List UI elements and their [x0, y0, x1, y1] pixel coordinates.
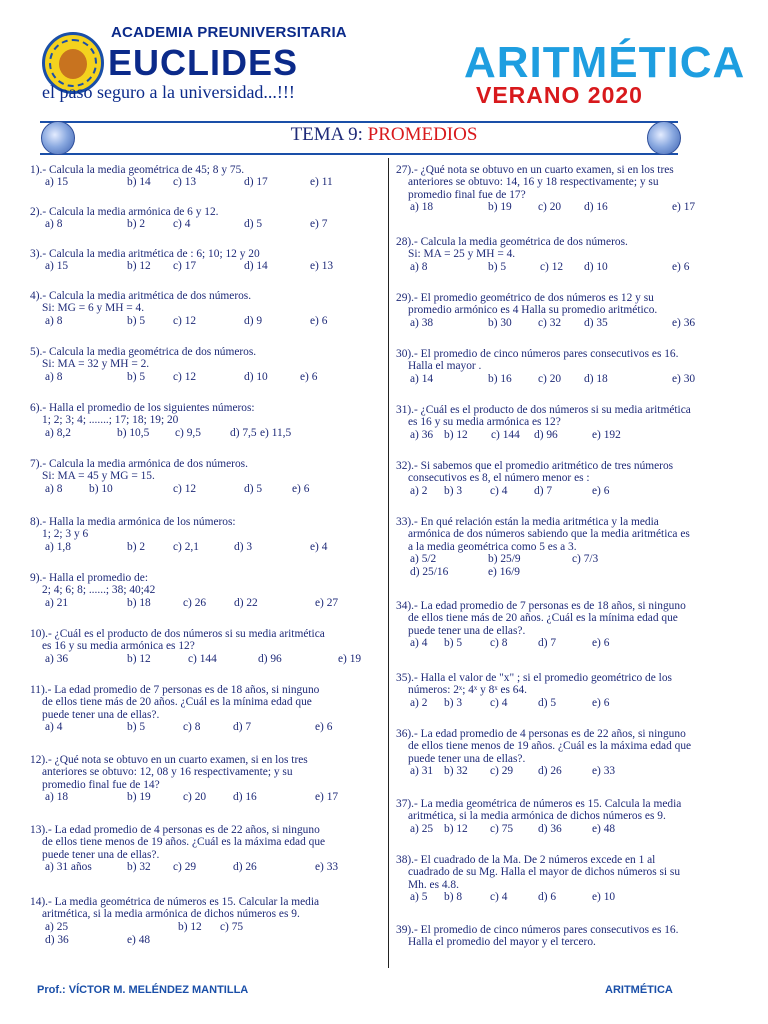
- answer-options: [396, 201, 742, 214]
- problem-text: 14).- La media geométrica de números es 15. Calcular la media: [30, 896, 320, 908]
- problem-text: 2; 4; 6; 8; ......; 38; 40;42: [42, 584, 156, 597]
- answer-option: b) 19: [127, 791, 151, 804]
- answer-option: e) 7: [310, 218, 328, 231]
- answer-option: b) 14: [127, 176, 151, 189]
- problem-text: 36).- La edad promedio de 4 personas es de 22 años, si ninguno: [396, 728, 686, 740]
- subject-title: ARITMÉTICA: [464, 38, 746, 87]
- answer-options: [396, 485, 742, 498]
- answer-option: a) 4: [410, 637, 428, 650]
- problem-text: de ellos tiene más de 20 años. ¿Cuál es la mínima edad que: [42, 696, 312, 709]
- answer-option: c) 144: [188, 652, 217, 665]
- problem-text: de ellos tiene menos de 19 años. ¿Cuál es la máxima edad que: [408, 740, 692, 753]
- answer-options: [30, 934, 380, 947]
- problem-text: puede tener una de ellas?.: [42, 708, 160, 721]
- problem-text: 3).- Calcula la media aritmética de : 6; 10; 12 y 20: [30, 248, 260, 260]
- answer-option: a) 38: [410, 316, 434, 329]
- answer-option: d) 14: [244, 260, 268, 273]
- answer-option: a) 36: [410, 428, 434, 441]
- answer-option: b) 5: [127, 370, 146, 383]
- answer-option: e) 48: [592, 822, 616, 835]
- answer-option: b) 12: [444, 822, 468, 835]
- answer-option: e) 33: [592, 765, 616, 778]
- answer-option: b) 5: [127, 721, 146, 734]
- problem-text: 4).- Calcula la media aritmética de dos números.: [30, 290, 252, 302]
- problem-item: [396, 672, 742, 710]
- problem-item: [30, 206, 380, 231]
- professor-credit: Prof.: VÍCTOR M. MELÉNDEZ MANTILLA: [37, 984, 249, 996]
- problem-text: de ellos tiene menos de 19 años. ¿Cuál es la máxima edad que: [42, 836, 326, 849]
- problem-item: [30, 248, 380, 273]
- answer-option: e) 10: [592, 891, 616, 904]
- answer-options: [396, 637, 742, 650]
- problem-text: 39).- El promedio de cinco números pares consecutivos es 16.: [396, 924, 679, 936]
- problem-text: 1; 2; 3 y 6: [42, 528, 89, 541]
- problem-item: [30, 896, 380, 947]
- answer-option: a) 8: [45, 314, 63, 327]
- answer-option: a) 8: [410, 260, 428, 273]
- problem-item: [30, 684, 380, 734]
- answer-option: c) 8: [490, 637, 508, 650]
- answer-option: c) 4: [490, 891, 508, 904]
- answer-option: c) 20: [538, 372, 562, 385]
- problem-text: 27).- ¿Qué nota se obtuvo en un cuarto examen, si en los tres: [396, 164, 674, 176]
- answer-option: e) 36: [672, 316, 696, 329]
- problem-text: 28).- Calcula la media geométrica de dos números.: [396, 236, 628, 248]
- answer-option: b) 32: [127, 861, 151, 874]
- problem-text: anteriores se obtuvo: 14, 16 y 18 respectivamente; y su: [408, 176, 659, 189]
- problem-text: 29).- El promedio geométrico de dos números es 12 y su: [396, 292, 654, 304]
- answer-option: a) 8: [45, 482, 63, 495]
- answer-option: a) 21: [45, 596, 69, 609]
- answer-option: b) 2: [127, 218, 146, 231]
- answer-option: a) 25: [45, 920, 69, 933]
- answer-options: [396, 553, 742, 566]
- answer-option: e) 30: [672, 372, 696, 385]
- problem-item: [30, 516, 380, 554]
- answer-option: a) 25: [410, 822, 434, 835]
- answer-option: e) 11: [310, 176, 333, 189]
- answer-option: d) 35: [584, 316, 608, 329]
- answer-options: [30, 315, 380, 328]
- problem-item: [396, 728, 742, 778]
- answer-option: b) 5: [488, 260, 507, 273]
- answer-option: e) 19: [338, 652, 362, 665]
- answer-option: c) 9,5: [175, 426, 201, 439]
- answer-option: d) 25/16: [410, 566, 449, 579]
- answer-option: a) 1,8: [45, 540, 71, 553]
- answer-option: a) 5/2: [410, 553, 437, 566]
- answer-option: d) 5: [244, 482, 263, 495]
- problem-text: armónica de dos números sabiendo que la media aritmética es: [408, 528, 690, 541]
- problem-text: 12).- ¿Qué nota se obtuvo en un cuarto examen, si en los tres: [30, 754, 308, 766]
- problem-text: 35).- Halla el valor de "x" ; si el promedio geométrico de los: [396, 672, 672, 684]
- answer-options: [396, 765, 742, 778]
- answer-option: a) 18: [410, 201, 434, 214]
- answer-option: b) 3: [444, 696, 463, 709]
- answer-option: c) 29: [173, 861, 197, 874]
- problem-text: Halla el mayor .: [408, 360, 482, 373]
- answer-option: d) 7: [233, 721, 252, 734]
- answer-option: c) 20: [183, 791, 207, 804]
- answer-option: a) 15: [45, 260, 69, 273]
- problem-item: [30, 290, 380, 328]
- problem-item: [30, 402, 380, 440]
- answer-option: d) 26: [538, 765, 562, 778]
- problem-text: promedio final fue de 14?: [42, 778, 160, 791]
- answer-option: e) 6: [310, 314, 328, 327]
- answer-options: [30, 653, 380, 666]
- answer-option: c) 20: [538, 201, 562, 214]
- answer-option: a) 5: [410, 891, 428, 904]
- problem-text: promedio armónico es 4 Halla su promedio aritmético.: [408, 304, 658, 317]
- answer-option: b) 10: [89, 482, 113, 495]
- problem-item: [396, 404, 742, 442]
- answer-options: [30, 176, 380, 189]
- answer-option: b) 25/9: [488, 553, 521, 566]
- problem-text: Si: MA = 25 y MH = 4.: [408, 248, 516, 261]
- problem-text: 33).- En qué relación están la media aritmética y la media: [396, 516, 659, 528]
- answer-options: [396, 566, 742, 579]
- answer-option: c) 7/3: [572, 553, 599, 566]
- problem-text: puede tener una de ellas?.: [408, 624, 526, 637]
- problem-item: [396, 236, 742, 274]
- problem-item: [30, 458, 380, 496]
- answer-option: d) 7: [534, 484, 553, 497]
- problem-item: [30, 628, 380, 666]
- problem-text: Si: MA = 45 y MG = 15.: [42, 470, 155, 483]
- problem-text: Si: MG = 6 y MH = 4.: [42, 302, 145, 315]
- answer-option: e) 16/9: [488, 566, 520, 579]
- problem-text: 30).- El promedio de cinco números pares consecutivos es 16.: [396, 348, 679, 360]
- answer-option: a) 14: [410, 372, 434, 385]
- answer-option: a) 31: [410, 765, 434, 778]
- answer-option: d) 9: [244, 314, 263, 327]
- answer-options: [396, 823, 742, 836]
- answer-options: [396, 697, 742, 710]
- answer-option: a) 8: [45, 218, 63, 231]
- problem-item: [396, 600, 742, 650]
- answer-options: [30, 597, 380, 610]
- problem-text: 37).- La media geométrica de números es 15. Calcula la media: [396, 798, 682, 810]
- problem-text: 11).- La edad promedio de 7 personas es de 18 años, si ninguno: [30, 684, 320, 696]
- answer-option: a) 2: [410, 696, 428, 709]
- problem-item: [396, 798, 742, 836]
- answer-option: d) 36: [45, 933, 69, 946]
- answer-options: [30, 861, 380, 874]
- answer-option: d) 16: [584, 201, 608, 214]
- answer-option: e) 6: [300, 370, 318, 383]
- problem-text: 2).- Calcula la media armónica de 6 y 12.: [30, 206, 219, 218]
- problem-text: 8).- Halla la media armónica de los números:: [30, 516, 236, 528]
- footer-subject: ARITMÉTICA: [605, 984, 673, 996]
- answer-option: d) 26: [233, 861, 257, 874]
- problem-text: números: 2ˣ; 4ˣ y 8ˣ es 64.: [408, 684, 528, 697]
- problem-item: [30, 754, 380, 804]
- answer-option: c) 4: [490, 484, 508, 497]
- problem-item: [396, 924, 742, 949]
- answer-option: b) 3: [444, 484, 463, 497]
- answer-option: d) 7: [538, 637, 557, 650]
- answer-options: [396, 317, 742, 330]
- answer-option: d) 3: [234, 540, 253, 553]
- answer-option: b) 32: [444, 765, 468, 778]
- problem-text: puede tener una de ellas?.: [408, 752, 526, 765]
- answer-option: a) 15: [45, 176, 69, 189]
- answer-options: [30, 260, 380, 273]
- answer-option: b) 12: [178, 920, 202, 933]
- problem-text: 1).- Calcula la media geométrica de 45; 8 y 75.: [30, 164, 245, 176]
- answer-option: d) 96: [258, 652, 282, 665]
- answer-option: d) 6: [538, 891, 557, 904]
- problem-item: [396, 460, 742, 498]
- answer-option: c) 26: [183, 596, 207, 609]
- answer-option: e) 6: [292, 482, 310, 495]
- answer-option: b) 12: [127, 260, 151, 273]
- answer-option: b) 18: [127, 596, 151, 609]
- answer-option: d) 10: [244, 370, 268, 383]
- problem-text: promedio final fue de 17?: [408, 188, 526, 201]
- answer-option: d) 5: [244, 218, 263, 231]
- answer-option: c) 12: [173, 370, 197, 383]
- answer-option: b) 19: [488, 201, 512, 214]
- answer-option: d) 18: [584, 372, 608, 385]
- answer-option: c) 8: [183, 721, 201, 734]
- problem-text: 32).- Si sabemos que el promedio aritmético de tres números: [396, 460, 674, 472]
- answer-option: c) 32: [538, 316, 562, 329]
- answer-option: b) 12: [444, 428, 468, 441]
- problem-item: [396, 164, 742, 214]
- problem-text: 34).- La edad promedio de 7 personas es de 18 años, si ninguno: [396, 600, 686, 612]
- school-name: EUCLIDES: [108, 42, 299, 83]
- answer-option: b) 12: [127, 652, 151, 665]
- problem-text: 1; 2; 3; 4; .......; 17; 18; 19; 20: [42, 414, 179, 427]
- answer-options: [30, 541, 380, 554]
- answer-option: c) 4: [490, 696, 508, 709]
- answer-option: c) 13: [173, 176, 197, 189]
- answer-option: b) 8: [444, 891, 463, 904]
- problem-text: es 16 y su media armónica es 12?: [42, 640, 195, 653]
- answer-option: d) 96: [534, 428, 558, 441]
- answer-options: [396, 429, 742, 442]
- problem-text: Halla el promedio del mayor y el tercero.: [408, 936, 596, 949]
- answer-option: d) 17: [244, 176, 268, 189]
- answer-option: e) 6: [315, 721, 333, 734]
- answer-option: a) 18: [45, 791, 69, 804]
- answer-option: c) 12: [173, 314, 197, 327]
- answer-options: [30, 721, 380, 734]
- answer-option: c) 29: [490, 765, 514, 778]
- answer-option: c) 17: [173, 260, 197, 273]
- answer-option: b) 16: [488, 372, 512, 385]
- answer-option: b) 10,5: [117, 426, 150, 439]
- answer-options: [30, 791, 380, 804]
- answer-option: c) 12: [540, 260, 564, 273]
- answer-option: e) 6: [592, 637, 610, 650]
- answer-option: d) 36: [538, 822, 562, 835]
- answer-options: [30, 427, 380, 440]
- problem-text: Si: MA = 32 y MH = 2.: [42, 358, 150, 371]
- school-tagline: el paso seguro a la universidad...!!!: [42, 82, 295, 102]
- problem-text: 7).- Calcula la media armónica de dos números.: [30, 458, 248, 470]
- answer-option: e) 13: [310, 260, 334, 273]
- answer-option: e) 33: [315, 861, 339, 874]
- season-title: VERANO 2020: [476, 82, 643, 108]
- problem-text: 5).- Calcula la media geométrica de dos números.: [30, 346, 257, 358]
- problem-text: aritmética, si la media armónica de dichos números es 9.: [42, 908, 300, 921]
- topic-title: [0, 124, 768, 146]
- answer-option: d) 7,5: [230, 426, 257, 439]
- answer-option: d) 5: [538, 696, 557, 709]
- answer-option: e) 27: [315, 596, 339, 609]
- answer-option: a) 4: [45, 721, 63, 734]
- column-divider: [388, 158, 389, 968]
- problem-text: aritmética, si la media armónica de dichos números es 9.: [408, 810, 666, 823]
- topic-name: PROMEDIOS: [367, 124, 478, 145]
- answer-option: c) 75: [490, 822, 514, 835]
- problem-text: a la media geométrica como 5 es a 3.: [408, 540, 577, 553]
- answer-option: a) 8: [45, 370, 63, 383]
- answer-option: b) 5: [444, 637, 463, 650]
- answer-option: e) 17: [672, 201, 696, 214]
- problem-item: [396, 854, 742, 904]
- answer-options: [396, 261, 742, 274]
- problem-text: consecutivos es 8, el número menor es :: [408, 472, 590, 485]
- problem-item: [30, 572, 380, 610]
- answer-option: a) 2: [410, 484, 428, 497]
- answer-option: d) 10: [584, 260, 608, 273]
- answer-option: e) 6: [592, 484, 610, 497]
- problem-text: 13).- La edad promedio de 4 personas es de 22 años, si ninguno: [30, 824, 320, 836]
- answer-options: [30, 921, 380, 934]
- problem-text: Mh. es 4.8.: [408, 878, 459, 891]
- problem-item: [30, 824, 380, 874]
- problem-text: anteriores se obtuvo: 12, 08 y 16 respectivamente; y su: [42, 766, 293, 779]
- answer-option: c) 75: [220, 920, 244, 933]
- answer-option: c) 144: [491, 428, 520, 441]
- problem-text: 31).- ¿Cuál es el producto de dos números si su media aritmética: [396, 404, 691, 416]
- answer-option: e) 4: [310, 540, 328, 553]
- answer-option: b) 30: [488, 316, 512, 329]
- problem-text: 9).- Halla el promedio de:: [30, 572, 148, 584]
- answer-option: e) 48: [127, 933, 151, 946]
- answer-options: [30, 371, 380, 384]
- problem-text: 6).- Halla el promedio de los siguientes números:: [30, 402, 255, 414]
- problem-text: es 16 y su media armónica es 12?: [408, 416, 561, 429]
- answer-option: d) 16: [233, 791, 257, 804]
- answer-option: d) 22: [234, 596, 258, 609]
- answer-option: b) 5: [127, 314, 146, 327]
- answer-option: c) 12: [173, 482, 197, 495]
- problem-item: [396, 348, 742, 386]
- answer-option: b) 2: [127, 540, 146, 553]
- answer-option: e) 6: [672, 260, 690, 273]
- academy-name: ACADEMIA PREUNIVERSITARIA: [111, 24, 347, 41]
- answer-option: a) 8,2: [45, 426, 71, 439]
- problem-text: 10).- ¿Cuál es el producto de dos números si su media aritmética: [30, 628, 325, 640]
- page-header: [0, 0, 768, 118]
- answer-options: [30, 483, 380, 496]
- answer-options: [396, 891, 742, 904]
- answer-option: c) 2,1: [173, 540, 199, 553]
- problem-text: puede tener una de ellas?.: [42, 848, 160, 861]
- answer-option: a) 31 años: [45, 861, 92, 874]
- answer-option: a) 36: [45, 652, 69, 665]
- problem-item: [396, 292, 742, 330]
- answer-option: e) 11,5: [260, 426, 292, 439]
- problem-item: [396, 516, 742, 579]
- answer-option: e) 17: [315, 791, 339, 804]
- problem-item: [30, 346, 380, 384]
- topic-prefix: TEMA 9:: [290, 124, 368, 145]
- answer-options: [30, 218, 380, 231]
- answer-options: [396, 373, 742, 386]
- answer-option: c) 4: [173, 218, 191, 231]
- logo-figure: [59, 49, 87, 79]
- answer-option: e) 6: [592, 696, 610, 709]
- problem-text: 38).- El cuadrado de la Ma. De 2 números excede en 1 al: [396, 854, 656, 866]
- answer-option: e) 192: [592, 428, 621, 441]
- problem-text: cuadrado de su Mg. Halla el mayor de dichos números si su: [408, 866, 681, 879]
- problem-text: de ellos tiene más de 20 años. ¿Cuál es la mínima edad que: [408, 612, 678, 625]
- problem-item: [30, 164, 380, 189]
